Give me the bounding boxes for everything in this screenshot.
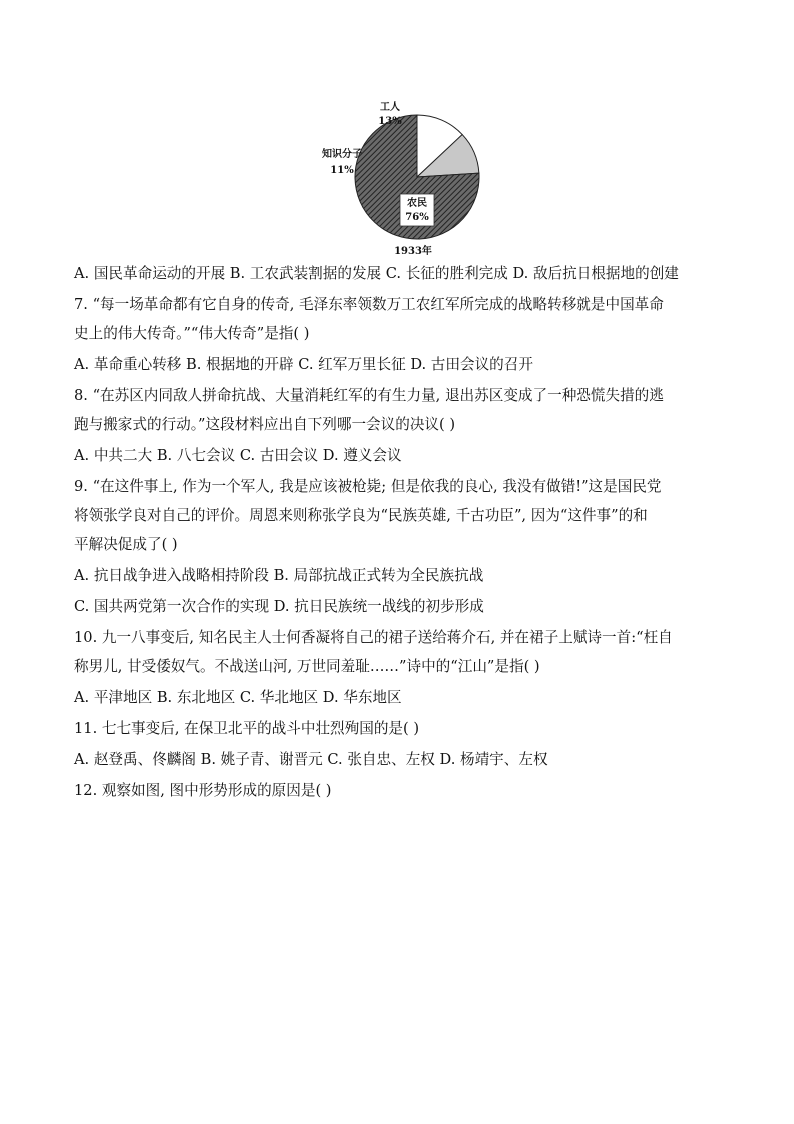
- pie-chart-svg: [300, 96, 500, 262]
- q8-stem-line-2: 跑与搬家式的行动。”这段材料应出自下列哪一会议的决议( ): [74, 416, 456, 433]
- q9-stem-line-2: 将领张学良对自己的评价。周恩来则称张学良为“民族英雄, 千古功臣”, 因为“这件事”的和: [74, 507, 648, 524]
- q9-options-cd: C. 国共两党第一次合作的实现 D. 抗日民族统一战线的初步形成: [74, 598, 484, 615]
- q8-options: A. 中共二大 B. 八七会议 C. 古田会议 D. 遵义会议: [74, 447, 402, 464]
- slice-label-workers: 工人: [380, 102, 400, 113]
- q12-stem: 12. 观察如图, 图中形势形成的原因是( ): [74, 782, 332, 799]
- q8-stem-line-1: 8. “在苏区内同敌人拼命抗战、大量消耗红军的有生力量, 退出苏区变成了一种恐慌失措的逃: [74, 387, 664, 404]
- chart-caption-year: 1933年: [394, 246, 432, 257]
- q6-options: A. 国民革命运动的开展 B. 工农武装割据的发展 C. 长征的胜利完成 D. 敌后抗日根据地的创建: [74, 265, 679, 282]
- q9-stem-line-3: 平解决促成了( ): [74, 536, 178, 553]
- q9-stem-line-1: 9. “在这件事上, 作为一个军人, 我是应该被枪毙; 但是依我的良心, 我没有做错!”这是国民党: [74, 478, 662, 495]
- question-text-block: [74, 264, 734, 812]
- q11-options: A. 赵登禹、佟麟阁 B. 姚子青、谢晋元 C. 张自忠、左权 D. 杨靖宇、左权: [74, 751, 548, 768]
- pie-chart-1933: [300, 96, 500, 262]
- slice-label-farmers: 农民: [407, 198, 427, 209]
- q9-options-ab: A. 抗日战争进入战略相持阶段 B. 局部抗战正式转为全民族抗战: [74, 567, 484, 584]
- slice-label-intellectuals: 知识分子: [322, 149, 362, 160]
- q10-stem-line-2: 称男儿, 甘受倭奴气。不战送山河, 万世同羞耻……”诗中的“江山”是指( ): [74, 658, 540, 675]
- slice-value-intellectuals: 11%: [330, 165, 354, 176]
- q10-stem-line-1: 10. 九一八事变后, 知名民主人士何香凝将自己的裙子送给蒋介石, 并在裙子上赋诗一首:“枉自: [74, 629, 673, 646]
- q11-stem: 11. 七七事变后, 在保卫北平的战斗中壮烈殉国的是( ): [74, 720, 420, 737]
- q7-options: A. 革命重心转移 B. 根据地的开辟 C. 红军万里长征 D. 古田会议的召开: [74, 356, 533, 373]
- slice-value-workers: 13%: [378, 116, 402, 127]
- slice-value-farmers: 76%: [405, 212, 429, 223]
- q10-options: A. 平津地区 B. 东北地区 C. 华北地区 D. 华东地区: [74, 689, 402, 706]
- q7-stem-line-2: 史上的伟大传奇。”“伟大传奇”是指( ): [74, 325, 310, 342]
- q7-stem-line-1: 7. “每一场革命都有它自身的传奇, 毛泽东率领数万工农红军所完成的战略转移就是中国革命: [74, 296, 664, 313]
